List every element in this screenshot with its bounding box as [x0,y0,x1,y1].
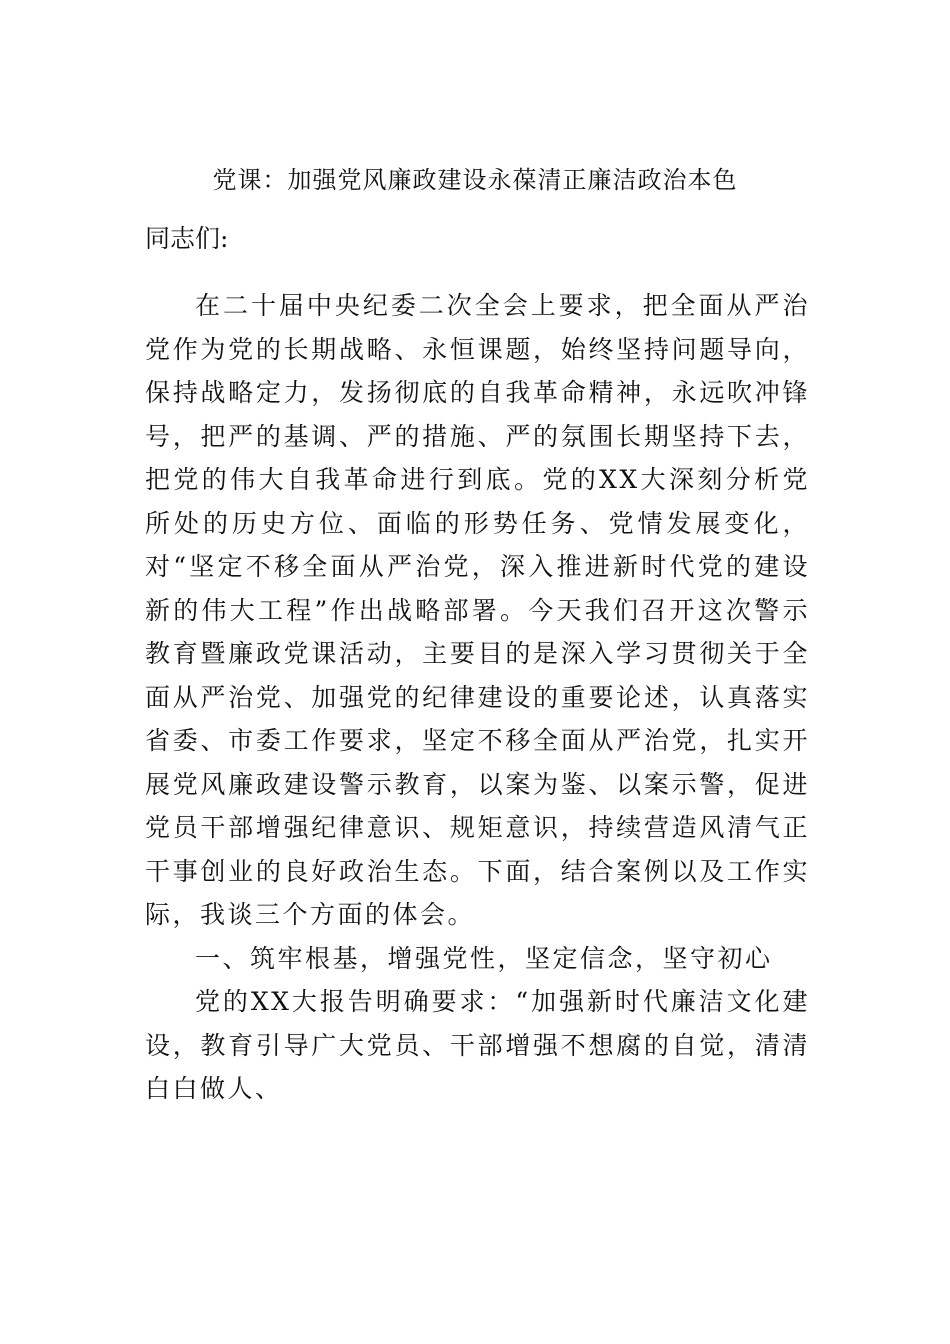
section-paragraph: 党的XX大报告明确要求：“加强新时代廉洁文化建设，教育引导广大党员、干部增强不想腐的自觉，清清白白做人、 [145,987,810,1103]
document-body [145,284,810,1111]
section-heading: 一、筑牢根基，增强党性，坚定信念，坚守初心 [195,943,773,973]
intro-paragraph: 在二十届中央纪委二次全会上要求，把全面从严治党作为党的长期战略、永恒课题，始终坚持问题导向，保持战略定力，发扬彻底的自我革命精神，永远吹冲锋号，把严的基调、严的措施、严的氛围长期坚持下去，把党的伟大自我革命进行到底。党的XX大深刻分析党所处的历史方位、面临的形势任务、党情发展变化，对“坚定不移全面从严治党，深入推进新时代党的建设新的伟大工程”作出战略部署。今天我们召开这次警示教育暨廉政党课活动，主要目的是深入学习贯彻关于全面从严治党、加强党的纪律建设的重要论述，认真落实省委、市委工作要求，坚定不移全面从严治党，扎实开展党风廉政建设警示教育，以案为鉴、以案示警，促进党员干部增强纪律意识、规矩意识，持续营造风清气正干事创业的良好政治生态。下面，结合案例以及工作实际，我谈三个方面的体会。 [145,291,810,929]
salutation: 同志们: [145,224,229,253]
page-title: 党课：加强党风廉政建设永葆清正廉洁政治本色 [212,166,738,194]
